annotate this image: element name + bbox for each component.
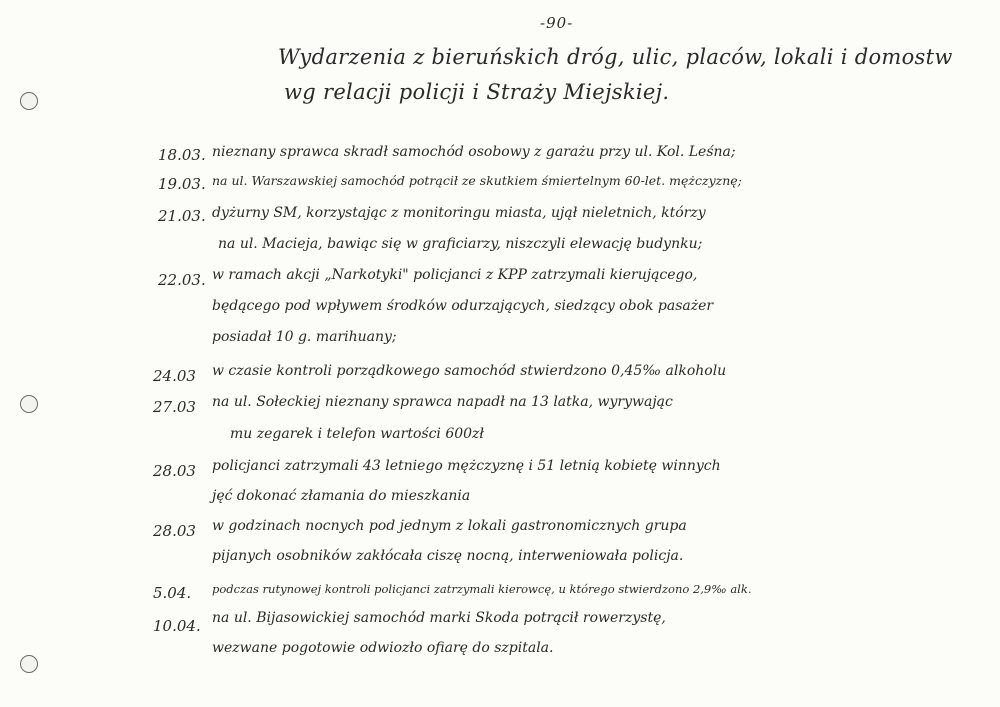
entry-date: 5.04. [153,584,192,602]
entry-date: 27.03 [153,398,196,416]
entry-text: dyżurny SM, korzystając z monitoringu miasta, ujął nieletnich, którzy [212,205,706,221]
entry-text: na ul. Sołeckiej nieznany sprawca napadł na 13 latka, wyrywając [212,394,673,410]
entry-text: mu zegarek i telefon wartości 600zł [230,426,484,442]
entry-date: 19.03. [158,175,206,193]
binder-hole-bottom [20,655,38,673]
entry-text: w godzinach nocnych pod jednym z lokali gastronomicznych grupa [212,518,687,534]
entry-text: nieznany sprawca skradł samochód osobowy z garażu przy ul. Kol. Leśna; [212,144,736,160]
entry-text: będącego pod wpływem środków odurzających, siedzący obok pasażer [212,298,714,314]
entry-text: wezwane pogotowie odwiozło ofiarę do szpitala. [212,640,554,656]
entry-text: na ul. Warszawskiej samochód potrącił ze skutkiem śmiertelnym 60-let. mężczyznę; [212,173,742,188]
title-line-2: wg relacji policji i Straży Miejskiej. [284,80,670,104]
entry-date: 24.03 [153,367,196,385]
entry-text: w czasie kontroli porządkowego samochód stwierdzono 0,45‰ alkoholu [212,363,727,379]
entry-date: 18.03. [158,146,206,164]
binder-hole-top [20,92,38,110]
entry-text: pijanych osobników zakłócała ciszę nocną, interweniowała policja. [212,548,684,564]
entry-text: na ul. Macieja, bawiąc się w graficiarzy, niszczyli elewację budynku; [218,236,703,252]
page-number: -90- [540,14,574,32]
entry-text: jęć dokonać złamania do mieszkania [212,488,471,504]
entry-text: posiadał 10 g. marihuany; [212,329,397,345]
entry-text: w ramach akcji „Narkotyki" policjanci z KPP zatrzymali kierującego, [212,267,698,283]
entry-text: podczas rutynowej kontroli policjanci zatrzymali kierowcę, u którego stwierdzono 2,9‰ alk. [212,582,752,596]
title-line-1: Wydarzenia z bieruńskich dróg, ulic, placów, lokali i domostw [278,45,953,69]
entry-date: 28.03 [153,462,196,480]
entry-date: 21.03. [158,207,206,225]
entry-date: 22.03. [158,271,206,289]
entry-date: 10.04. [153,617,201,635]
entry-text: na ul. Bijasowickiej samochód marki Skoda potrącił rowerzystę, [212,610,666,626]
entry-text: policjanci zatrzymali 43 letniego mężczyznę i 51 letnią kobietę winnych [212,458,721,474]
binder-hole-middle [20,395,38,413]
entry-date: 28.03 [153,522,196,540]
